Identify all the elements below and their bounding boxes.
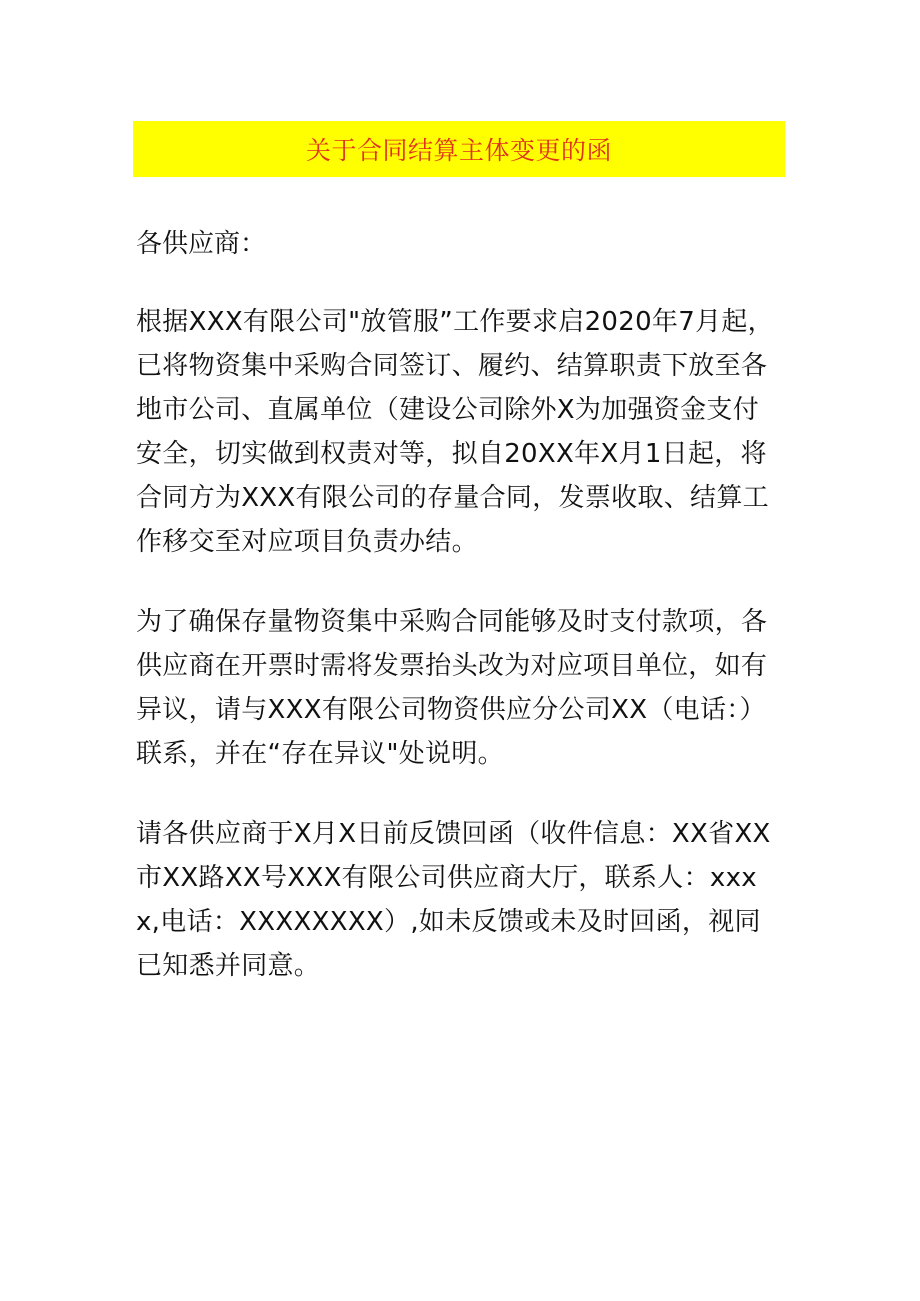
title-banner (133, 121, 785, 177)
letter-body (136, 222, 780, 1024)
paragraph-reply-request: 请各供应商于X月X日前反馈回函（收件信息：XX省XX市XX路XX号XXX有限公司供应商大厅，联系人：xxxx,电话：XXXXXXXX）,如未反馈或未及时回函，视同已知悉并同意。 (136, 819, 771, 981)
paragraph-invoice-instructions: 为了确保存量物资集中采购合同能够及时支付款项，各供应商在开票时需将发票抬头改为对应项目单位，如有异议，请与XXX有限公司物资供应分公司XX（电话：）联系，并在“存在异议"处说明。 (136, 607, 768, 769)
paragraph-policy-change: 根据XXX有限公司"放管服”工作要求启2020年7月起，已将物资集中采购合同签订、履约、结算职责下放至各地市公司、直属单位（建设公司除外X为加强资金支付安全，切实做到权责对等，拟自20XX年X月1日起，将合同方为XXX有限公司的存量合同，发票收取、结算工作移交至对应项目负责办结。 (136, 307, 774, 557)
salutation: 各供应商： (136, 229, 267, 259)
document-title: 关于合同结算主体变更的函 (305, 136, 612, 165)
